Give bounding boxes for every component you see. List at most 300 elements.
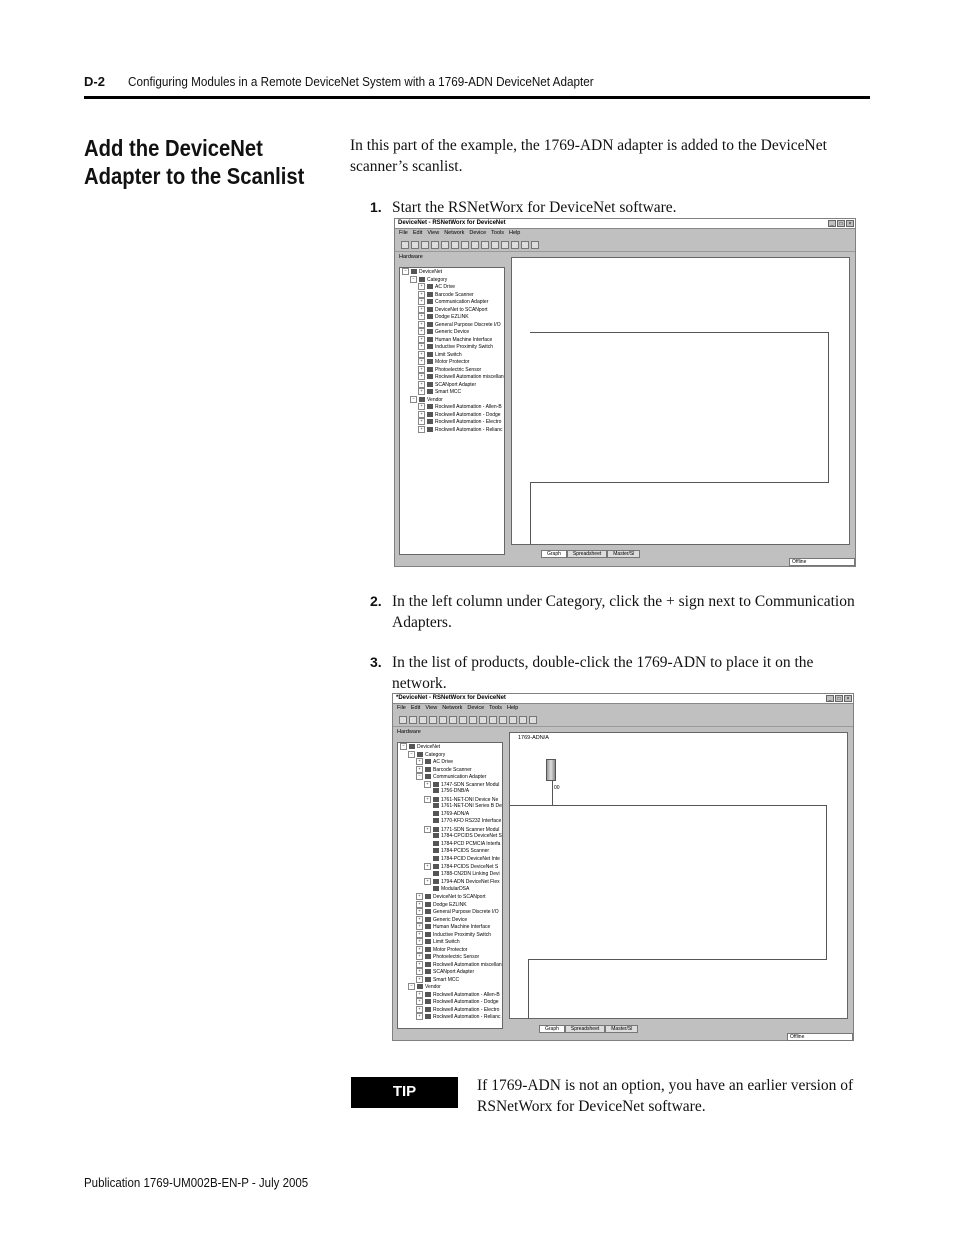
tree-item-label: 1784-PCIDS DeviceNet S xyxy=(441,863,499,870)
device-icon xyxy=(427,419,433,424)
expand-toggle-icon[interactable]: + xyxy=(418,343,425,350)
step-2 xyxy=(370,591,860,633)
device-icon xyxy=(433,841,439,846)
tree-item[interactable] xyxy=(398,938,502,946)
device-icon xyxy=(427,329,433,334)
close-icon[interactable]: × xyxy=(844,695,852,702)
device-icon xyxy=(427,389,433,394)
expand-toggle-icon[interactable]: − xyxy=(416,773,423,780)
menu-edit[interactable]: Edit xyxy=(410,705,421,711)
device-icon xyxy=(433,818,439,823)
tree-item-label: Photoelectric Sensor xyxy=(433,953,480,960)
tree-item-label: Human Machine Interface xyxy=(433,923,491,930)
tree-item-label: 1770-KFD RS232 Interface xyxy=(441,818,502,824)
window-title: DeviceNet - RSNetWorx for DeviceNet xyxy=(395,219,855,229)
tree-item-label: 1784-CPCIDS DeviceNet S xyxy=(441,833,502,839)
step-1 xyxy=(370,197,860,218)
expand-toggle-icon[interactable]: − xyxy=(410,276,417,283)
expand-toggle-icon[interactable]: + xyxy=(424,878,431,885)
tree-item[interactable] xyxy=(400,343,504,351)
tree-item-label: SCANport Adapter xyxy=(435,381,477,388)
tree-item-label: 1769-ADN/A xyxy=(441,810,470,817)
tree-item[interactable] xyxy=(398,781,502,789)
device-icon xyxy=(425,759,431,764)
tree-item-label: Barcode Scanner xyxy=(435,291,474,298)
expand-toggle-icon[interactable]: + xyxy=(418,336,425,343)
device-icon xyxy=(425,947,431,952)
tree-item-label: Smart MCC xyxy=(435,388,462,395)
download-icon[interactable] xyxy=(521,241,529,249)
tree-item[interactable] xyxy=(400,283,504,291)
section-title: Add the DeviceNet Adapter to the Scanlist xyxy=(84,135,305,189)
device-icon xyxy=(433,803,439,808)
tree-item[interactable] xyxy=(398,796,502,804)
tree-item[interactable] xyxy=(398,751,502,759)
expand-toggle-icon[interactable]: + xyxy=(416,901,423,908)
device-icon xyxy=(427,359,433,364)
tree-item-label: Photoelectric Sensor xyxy=(435,366,482,373)
menu-bar xyxy=(393,704,853,713)
toolbar xyxy=(393,714,853,727)
print-icon[interactable] xyxy=(429,716,437,724)
device-icon xyxy=(433,811,439,816)
tree-item[interactable] xyxy=(398,788,502,796)
device-icon xyxy=(433,833,439,838)
device-icon xyxy=(427,299,433,304)
tree-item[interactable] xyxy=(398,886,502,894)
menu-edit[interactable]: Edit xyxy=(412,230,423,236)
tree-item-label: 1761-NET-DNI Series B De xyxy=(441,803,502,809)
tree-item-label: Dodge EZLINK xyxy=(433,901,467,908)
expand-toggle-icon[interactable]: + xyxy=(418,381,425,388)
device-icon xyxy=(419,277,425,282)
step-text: Start the RSNetWorx for DeviceNet software. xyxy=(392,199,677,216)
copy-icon[interactable] xyxy=(451,241,459,249)
device-icon xyxy=(425,924,431,929)
tip-label: TIP xyxy=(351,1077,458,1108)
tree-item[interactable] xyxy=(400,426,504,434)
tree-item-label: Rockwell Automation - Electro xyxy=(433,1006,500,1013)
tree-item[interactable] xyxy=(400,396,504,404)
tree-item[interactable] xyxy=(398,953,502,961)
device-icon xyxy=(433,788,439,793)
tree-item-label: SCANport Adapter xyxy=(433,968,475,975)
node-address-label: 00 xyxy=(554,785,560,791)
open-icon[interactable] xyxy=(409,716,417,724)
tree-item-label: ModularDSA xyxy=(441,885,470,892)
hardware-label: Hardware xyxy=(397,729,421,735)
tree-item[interactable] xyxy=(398,841,502,849)
save-icon[interactable] xyxy=(421,241,429,249)
zoom-out-icon[interactable] xyxy=(489,716,497,724)
tree-item[interactable] xyxy=(398,766,502,774)
expand-toggle-icon[interactable]: + xyxy=(416,1006,423,1013)
step-number: 2. xyxy=(370,593,382,609)
trunk-drop xyxy=(528,959,529,1019)
tree-item[interactable] xyxy=(398,908,502,916)
tree-item[interactable] xyxy=(400,291,504,299)
upload-icon[interactable] xyxy=(531,241,539,249)
tree-item-label: DeviceNet xyxy=(417,743,441,750)
device-icon xyxy=(425,894,431,899)
expand-toggle-icon[interactable]: + xyxy=(424,863,431,870)
menu-tools[interactable]: Tools xyxy=(491,230,505,236)
zoom-in-icon[interactable] xyxy=(479,716,487,724)
zoom-in-icon[interactable] xyxy=(481,241,489,249)
expand-toggle-icon[interactable]: − xyxy=(400,743,407,750)
device-icon xyxy=(427,382,433,387)
device-icon xyxy=(425,962,431,967)
device-icon xyxy=(427,412,433,417)
tree-item-label: Rockwell Automation - Electro xyxy=(435,418,502,425)
tree-item[interactable] xyxy=(398,998,502,1006)
view-icon[interactable] xyxy=(501,241,509,249)
tree-item[interactable] xyxy=(398,803,502,811)
close-icon[interactable]: × xyxy=(846,220,854,227)
tab-master-slave[interactable]: Master/Sl xyxy=(605,1025,638,1033)
trunk-line xyxy=(530,332,829,483)
tree-item-label: Motor Protector xyxy=(435,358,470,365)
device-icon xyxy=(427,314,433,319)
expand-toggle-icon[interactable]: + xyxy=(418,291,425,298)
tree-item[interactable] xyxy=(398,773,502,781)
tree-item[interactable] xyxy=(398,991,502,999)
expand-toggle-icon[interactable]: + xyxy=(418,283,425,290)
device-icon xyxy=(433,879,439,884)
menu-help[interactable]: Help xyxy=(507,705,519,711)
tree-item[interactable] xyxy=(398,871,502,879)
tree-item-label: Limit Switch xyxy=(433,938,460,945)
tree-item-label: Generic Device xyxy=(435,328,470,335)
tree-item[interactable] xyxy=(398,826,502,834)
device-icon xyxy=(433,886,439,891)
hardware-tree xyxy=(397,742,503,1029)
menu-device[interactable]: Device xyxy=(469,230,487,236)
tree-item[interactable] xyxy=(398,916,502,924)
device-icon xyxy=(425,1007,431,1012)
device-icon xyxy=(425,909,431,914)
tree-item-label: 1784-PCD PCMCIA Interfa xyxy=(441,840,501,847)
menu-network[interactable]: Network xyxy=(444,230,465,236)
device-icon xyxy=(425,774,431,779)
tree-item[interactable] xyxy=(398,923,502,931)
paste-icon[interactable] xyxy=(459,716,467,724)
expand-toggle-icon[interactable]: + xyxy=(418,351,425,358)
menu-tools[interactable]: Tools xyxy=(489,705,503,711)
expand-toggle-icon[interactable]: + xyxy=(418,373,425,380)
tree-item-label: Inductive Proximity Switch xyxy=(433,931,492,938)
tab-graph[interactable]: Graph xyxy=(541,550,567,558)
device-icon xyxy=(425,767,431,772)
tree-item[interactable] xyxy=(400,351,504,359)
menu-device[interactable]: Device xyxy=(467,705,485,711)
running-header: Configuring Modules in a Remote DeviceNet System with a 1769-ADN DeviceNet Adapter xyxy=(128,74,594,89)
expand-toggle-icon[interactable]: + xyxy=(418,403,425,410)
download-icon[interactable] xyxy=(519,716,527,724)
device-icon xyxy=(433,797,439,802)
trunk-drop xyxy=(530,482,531,544)
device-icon xyxy=(425,992,431,997)
expand-toggle-icon[interactable]: + xyxy=(416,953,423,960)
tree-item-label: Vendor xyxy=(425,983,441,990)
tree-item-label: Motor Protector xyxy=(433,946,468,953)
tree-item-label: Barcode Scanner xyxy=(433,766,472,773)
device-icon xyxy=(417,984,423,989)
expand-toggle-icon[interactable]: + xyxy=(416,923,423,930)
device-icon xyxy=(433,871,439,876)
node-name-label: 1769-ADN/A xyxy=(518,735,549,741)
tree-item-label: DeviceNet to SCANport xyxy=(433,893,486,900)
new-icon[interactable] xyxy=(399,716,407,724)
maximize-icon[interactable]: □ xyxy=(835,695,843,702)
menu-bar xyxy=(395,229,855,238)
tree-item[interactable] xyxy=(400,298,504,306)
expand-toggle-icon[interactable]: − xyxy=(410,396,417,403)
tree-item-label: Rockwell Automation miscellan xyxy=(433,961,502,968)
expand-toggle-icon[interactable]: + xyxy=(418,418,425,425)
minimize-icon[interactable]: _ xyxy=(826,695,834,702)
device-icon xyxy=(433,782,439,787)
expand-toggle-icon[interactable]: + xyxy=(416,758,423,765)
print-icon[interactable] xyxy=(431,241,439,249)
device-icon xyxy=(427,352,433,357)
tab-spreadsheet[interactable]: Spreadsheet xyxy=(565,1025,605,1033)
expand-toggle-icon[interactable]: + xyxy=(416,998,423,1005)
tree-item[interactable] xyxy=(398,961,502,969)
device-icon xyxy=(425,932,431,937)
device-icon xyxy=(425,954,431,959)
expand-toggle-icon[interactable]: + xyxy=(416,1013,423,1020)
tree-item[interactable] xyxy=(398,863,502,871)
help-icon[interactable] xyxy=(471,241,479,249)
tree-item[interactable] xyxy=(400,418,504,426)
tree-item-label: 1784-PCIDS Scanner xyxy=(441,848,490,854)
tree-item[interactable] xyxy=(400,336,504,344)
expand-toggle-icon[interactable]: + xyxy=(416,931,423,938)
device-icon xyxy=(427,307,433,312)
zoom-out-icon[interactable] xyxy=(491,241,499,249)
tree-item-label: Rockwell Automation - Relianc xyxy=(433,1013,501,1020)
expand-toggle-icon[interactable]: + xyxy=(416,938,423,945)
browse-icon[interactable] xyxy=(511,241,519,249)
tree-item[interactable] xyxy=(398,976,502,984)
tree-item-label: Category xyxy=(427,276,448,283)
tree-item[interactable] xyxy=(400,313,504,321)
paste-icon[interactable] xyxy=(461,241,469,249)
tree-item[interactable] xyxy=(398,818,502,826)
tree-item-label: Rockwell Automation - Relianc xyxy=(435,426,503,433)
window-controls xyxy=(826,695,852,702)
tree-item[interactable] xyxy=(400,276,504,284)
tree-item-label: General Purpose Discrete I/O xyxy=(435,321,501,328)
tree-item-label: 1747-SDN Scanner Modul xyxy=(441,781,500,788)
tab-master-slave[interactable]: Master/Sl xyxy=(607,550,640,558)
step-number: 1. xyxy=(370,199,382,215)
status-bar: Offline xyxy=(789,558,855,566)
tree-item-label: 1756-DNB/A xyxy=(441,788,470,794)
tree-item[interactable] xyxy=(400,321,504,329)
expand-toggle-icon[interactable]: + xyxy=(418,426,425,433)
tree-item[interactable] xyxy=(398,848,502,856)
trunk-line xyxy=(510,805,827,960)
menu-view[interactable]: View xyxy=(425,705,438,711)
tree-item[interactable] xyxy=(398,968,502,976)
expand-toggle-icon[interactable]: + xyxy=(418,366,425,373)
expand-toggle-icon[interactable]: + xyxy=(418,321,425,328)
tree-item-label: Smart MCC xyxy=(433,976,460,983)
tree-item[interactable] xyxy=(398,901,502,909)
tree-item-label: Human Machine Interface xyxy=(435,336,493,343)
device-icon xyxy=(433,864,439,869)
tree-item[interactable] xyxy=(398,983,502,991)
save-icon[interactable] xyxy=(419,716,427,724)
tree-item-label: 1761-NET-DNI Device Ne xyxy=(441,796,499,803)
tree-item-label: Vendor xyxy=(427,396,443,403)
tree-item[interactable] xyxy=(398,856,502,864)
device-icon xyxy=(427,374,433,379)
tree-item[interactable] xyxy=(400,358,504,366)
cut-icon[interactable] xyxy=(441,241,449,249)
new-icon[interactable] xyxy=(401,241,409,249)
expand-toggle-icon[interactable]: + xyxy=(418,388,425,395)
help-icon[interactable] xyxy=(469,716,477,724)
device-icon xyxy=(425,977,431,982)
tree-item-label: Dodge EZLINK xyxy=(435,313,469,320)
tab-graph[interactable]: Graph xyxy=(539,1025,565,1033)
menu-network[interactable]: Network xyxy=(442,705,463,711)
tree-item[interactable] xyxy=(400,381,504,389)
expand-toggle-icon[interactable]: + xyxy=(416,961,423,968)
expand-toggle-icon[interactable]: + xyxy=(424,796,431,803)
menu-help[interactable]: Help xyxy=(509,230,521,236)
expand-toggle-icon[interactable]: − xyxy=(408,983,415,990)
tree-item-label: Rockwell Automation - Allen-B xyxy=(435,403,502,410)
expand-toggle-icon[interactable]: + xyxy=(416,968,423,975)
trunk-line-bottom xyxy=(530,482,828,483)
device-icon xyxy=(433,827,439,832)
tree-item-label: 1784-PCID DeviceNet Inte xyxy=(441,855,500,862)
expand-toggle-icon[interactable]: + xyxy=(416,766,423,773)
header-rule xyxy=(84,96,870,99)
expand-toggle-icon[interactable]: + xyxy=(418,358,425,365)
expand-toggle-icon[interactable]: + xyxy=(418,313,425,320)
tree-item[interactable] xyxy=(398,1006,502,1014)
device-icon xyxy=(425,917,431,922)
minimize-icon[interactable]: _ xyxy=(828,220,836,227)
tree-item[interactable] xyxy=(400,328,504,336)
tree-item[interactable] xyxy=(398,1013,502,1021)
device-icon xyxy=(427,322,433,327)
open-icon[interactable] xyxy=(411,241,419,249)
network-graph[interactable] xyxy=(509,732,848,1019)
tree-item-label: DeviceNet to SCANport xyxy=(435,306,488,313)
tree-item-label: 1771-SDN Scanner Modul xyxy=(441,826,500,833)
expand-toggle-icon[interactable]: + xyxy=(418,328,425,335)
step-3 xyxy=(370,652,860,694)
tree-item-label: Rockwell Automation - Dodge xyxy=(433,998,499,1005)
view-icon[interactable] xyxy=(499,716,507,724)
device-icon xyxy=(411,269,417,274)
menu-view[interactable]: View xyxy=(427,230,440,236)
expand-toggle-icon[interactable]: + xyxy=(418,306,425,313)
tree-item[interactable] xyxy=(400,403,504,411)
tree-item-label: Generic Device xyxy=(433,916,468,923)
tree-item[interactable] xyxy=(398,946,502,954)
browse-icon[interactable] xyxy=(509,716,517,724)
window-title: *DeviceNet - RSNetWorx for DeviceNet xyxy=(393,694,853,704)
tree-item[interactable] xyxy=(398,743,502,751)
menu-file[interactable]: File xyxy=(397,705,406,711)
tree-item[interactable] xyxy=(398,833,502,841)
network-graph[interactable] xyxy=(511,257,850,545)
expand-toggle-icon[interactable]: + xyxy=(416,976,423,983)
tree-item[interactable] xyxy=(398,878,502,886)
expand-toggle-icon[interactable]: + xyxy=(416,908,423,915)
tab-spreadsheet[interactable]: Spreadsheet xyxy=(567,550,607,558)
expand-toggle-icon[interactable]: + xyxy=(418,298,425,305)
device-icon xyxy=(433,856,439,861)
expand-toggle-icon[interactable]: − xyxy=(408,751,415,758)
copy-icon[interactable] xyxy=(449,716,457,724)
device-icon xyxy=(427,284,433,289)
device-icon xyxy=(427,292,433,297)
expand-toggle-icon[interactable]: − xyxy=(402,268,409,275)
tree-item[interactable] xyxy=(400,388,504,396)
tree-item-label: Communication Adapter xyxy=(435,298,489,305)
tree-item[interactable] xyxy=(398,893,502,901)
device-icon xyxy=(419,397,425,402)
expand-toggle-icon[interactable]: + xyxy=(418,411,425,418)
device-icon xyxy=(425,969,431,974)
footer-publication: Publication 1769-UM002B-EN-P - July 2005 xyxy=(84,1176,309,1190)
tree-item-label: Category xyxy=(425,751,446,758)
adapter-device-icon[interactable] xyxy=(546,759,556,781)
tree-item-label: AC Drive xyxy=(435,283,456,290)
expand-toggle-icon[interactable]: + xyxy=(416,916,423,923)
tree-item[interactable] xyxy=(400,366,504,374)
expand-toggle-icon[interactable]: + xyxy=(416,946,423,953)
tree-item[interactable] xyxy=(398,758,502,766)
tree-item-label: Rockwell Automation - Allen-B xyxy=(433,991,500,998)
expand-toggle-icon[interactable]: + xyxy=(424,826,431,833)
maximize-icon[interactable]: □ xyxy=(837,220,845,227)
expand-toggle-icon[interactable]: + xyxy=(416,893,423,900)
device-icon xyxy=(425,902,431,907)
tree-item-label: 1788-CN2DN Linking Devi xyxy=(441,870,500,877)
menu-file[interactable]: File xyxy=(399,230,408,236)
device-icon xyxy=(427,427,433,432)
tree-item-label: AC Drive xyxy=(433,758,454,765)
expand-toggle-icon[interactable]: + xyxy=(424,781,431,788)
tree-item-label: 1794-ADN DeviceNet Flex xyxy=(441,878,500,885)
step-text: In the list of products, double-click the 1769-ADN to place it on the network. xyxy=(392,654,814,692)
intro-paragraph: In this part of the example, the 1769-ADN adapter is added to the DeviceNet scanner’s scanlist. xyxy=(350,137,827,175)
cut-icon[interactable] xyxy=(439,716,447,724)
tree-item[interactable] xyxy=(400,373,504,381)
device-icon xyxy=(425,939,431,944)
tree-item[interactable] xyxy=(398,811,502,819)
tree-item-label: DeviceNet xyxy=(419,268,443,275)
step-number: 3. xyxy=(370,654,382,670)
tree-item[interactable] xyxy=(400,268,504,276)
tree-item[interactable] xyxy=(400,306,504,314)
expand-toggle-icon[interactable]: + xyxy=(416,991,423,998)
upload-icon[interactable] xyxy=(529,716,537,724)
device-icon xyxy=(417,752,423,757)
tree-item[interactable] xyxy=(398,931,502,939)
tree-item[interactable] xyxy=(400,411,504,419)
tree-item-label: General Purpose Discrete I/O xyxy=(433,908,499,915)
